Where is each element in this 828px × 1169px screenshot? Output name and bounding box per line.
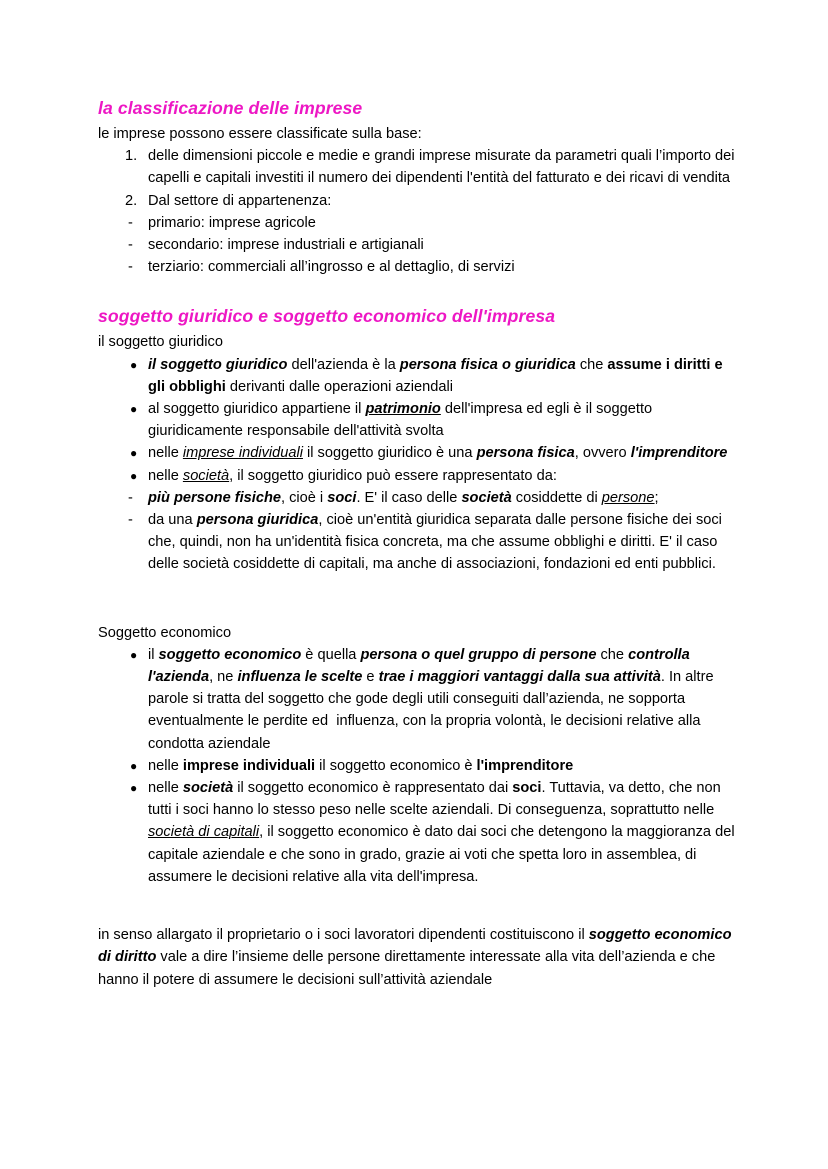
list-item-text: nelle imprese individuali il soggetto giuridico è una persona fisica, ovvero l'imprenditore	[148, 445, 728, 462]
list-item-text: primario: imprese agricole	[148, 214, 316, 231]
list-item-text: Dal settore di appartenenza:	[148, 192, 332, 209]
list-item	[98, 465, 738, 487]
section2-lead: il soggetto giuridico	[98, 334, 223, 351]
list-marker: -	[128, 237, 133, 254]
list-item-text: il soggetto giuridico dell'azienda è la persona fisica o giuridica che assume i diritti e gli obblighi derivanti dalle operazioni aziendali	[148, 356, 723, 395]
list-marker: 1.	[125, 148, 138, 165]
list-marker: -	[128, 512, 133, 529]
list-item	[98, 755, 738, 777]
list-item	[98, 777, 738, 888]
soggetto-giuridico-list	[98, 354, 738, 576]
list-item	[98, 398, 738, 442]
section-spacer	[98, 278, 738, 304]
list-item	[98, 442, 738, 464]
classification-list	[98, 145, 738, 278]
list-marker: -	[128, 259, 133, 276]
section-heading-classificazione: la classificazione delle imprese	[98, 98, 363, 118]
list-item-text: secondario: imprese industriali e artigianali	[148, 237, 424, 254]
document-body	[98, 96, 738, 991]
list-item-text: nelle società il soggetto economico è rappresentato dai soci. Tuttavia, va detto, che non tutti i soci hanno lo stesso peso nelle scelte aziendali. Di conseguenza, soprattutto nelle società di capitali, il soggetto economico è dato dai soci che detengono la maggioranza del capitale aziendale e che sono in grado, grazie ai voti che spetta loro in assemblea, di assumere le decisioni relative alla vita dell'impresa.	[148, 780, 735, 885]
closing-paragraph: in senso allargato il proprietario o i soci lavoratori dipendenti costituiscono il soggetto economico di diritto vale a dire l’insieme delle persone direttamente interessate alla vita dell’azienda e che hanno il potere di assumere le decisioni sull’attività aziendale	[98, 927, 732, 988]
list-marker: -	[128, 214, 133, 231]
bullet-icon: ●	[130, 781, 138, 796]
list-item-text: al soggetto giuridico appartiene il patrimonio dell'impresa ed egli è il soggetto giuridicamente responsabile dell'attività svolta	[148, 401, 653, 440]
section-spacer	[98, 888, 738, 924]
section-spacer	[98, 576, 738, 622]
bullet-icon: ●	[130, 468, 138, 483]
section1-lead: le imprese possono essere classificate sulla base:	[98, 126, 422, 142]
list-item-text: più persone fisiche, cioè i soci. E' il caso delle società cosiddette di persone;	[148, 489, 659, 506]
list-item	[98, 145, 738, 189]
list-item	[98, 212, 738, 234]
list-item-text: il soggetto economico è quella persona o quel gruppo di persone che controlla l'azienda, ne influenza le scelte e trae i maggiori vantaggi dalla sua attività. In altre parole si tratta del soggetto che gode degli utili conseguiti dall’azienda, ne sopporta eventualmente le perdite ed influenza, con la propria volontà, le decisioni relative alla condotta aziendale	[148, 646, 714, 752]
list-item-text: da una persona giuridica, cioè un'entità giuridica separata dalle persone fisiche dei soci che, quindi, non ha un'identità fisica concreta, ma che assume obblighi e diritti. E' il caso delle società cosiddette di capitali, ma anche di associazioni, fondazioni ed enti pubblici.	[148, 512, 722, 573]
list-item	[98, 644, 738, 755]
list-marker: -	[128, 489, 133, 506]
bullet-icon: ●	[130, 446, 138, 461]
list-item	[98, 487, 738, 509]
list-item-text: nelle imprese individuali il soggetto economico è l'imprenditore	[148, 757, 574, 774]
list-item	[98, 354, 738, 398]
bullet-icon: ●	[130, 357, 138, 372]
bullet-icon: ●	[130, 402, 138, 417]
list-marker: 2.	[125, 192, 138, 209]
list-item-text: delle dimensioni piccole e medie e grandi imprese misurate da parametri quali l’importo dei capelli e capitali investiti il numero dei dipendenti l'entità del fatturato e dei ricavi di vendita	[148, 148, 735, 187]
list-item	[98, 256, 738, 278]
bullet-icon: ●	[130, 647, 138, 662]
list-item	[98, 234, 738, 256]
bullet-icon: ●	[130, 758, 138, 773]
list-item-text: terziario: commerciali all’ingrosso e al dettaglio, di servizi	[148, 259, 515, 276]
list-item	[98, 190, 738, 212]
section3-lead: Soggetto economico	[98, 624, 232, 641]
soggetto-economico-list	[98, 644, 738, 888]
list-item	[98, 509, 738, 576]
section-heading-soggetti: soggetto giuridico e soggetto economico dell'impresa	[98, 306, 556, 327]
list-item-text: nelle società, il soggetto giuridico può essere rappresentato da:	[148, 467, 557, 484]
